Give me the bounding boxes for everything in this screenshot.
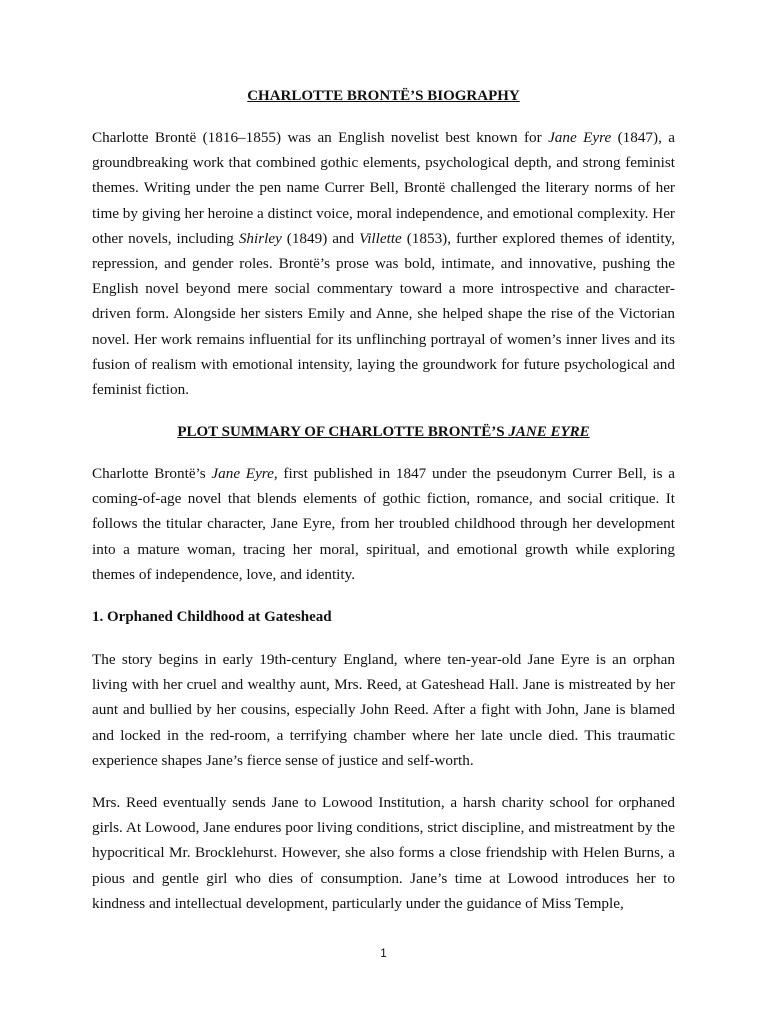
book-title-villette: Villette (359, 229, 402, 247)
text-run: , first published in 1847 under the pseudonym Currer Bell, is a coming-of-age novel that blends elements of gothic fiction, romance, and social critique. It follows the titular character, Jane Eyre, from her troubled childhood through her development into a mature woman, tracing her moral, spiritual, and emotional growth while exploring themes of independence, love, and identity. (92, 465, 675, 583)
text-run: (1849) and (281, 229, 360, 247)
plot-summary-title (92, 423, 675, 441)
book-title-jane-eyre: Jane Eyre (548, 129, 612, 146)
text-run: (1847), a groundbreaking work that combined gothic elements, psychological depth, and strong feminist themes. Writing under the pen name Currer Bell, Brontë challenged the literary norms of her time by giving her heroine a distinct voice, moral independence, and emotional complexity. Her other novels, including (92, 129, 676, 247)
plot-title-book: JANE EYRE (508, 424, 590, 440)
book-title-jane-eyre: Jane Eyre (211, 465, 274, 482)
book-title-shirley: Shirley (238, 229, 282, 247)
text-run: Charlotte Brontë (1816–1855) was an English novelist best known for (92, 129, 549, 146)
text-run: Charlotte Brontë’s (92, 465, 212, 482)
plot-intro-paragraph (92, 461, 675, 587)
biography-title: CHARLOTTE BRONTË’S BIOGRAPHY (247, 88, 520, 104)
section-heading-gateshead: 1. Orphaned Childhood at Gateshead (92, 609, 332, 625)
document-page (92, 0, 675, 1024)
gateshead-paragraph: The story begins in early 19th-century England, where ten-year-old Jane Eyre is an orphan living with her cruel and wealthy aunt, Mrs. Reed, at Gateshead Hall. Jane is mistreated by her aunt and bullied by her cousins, especially John Reed. After a fight with John, Jane is blamed and locked in the red-room, a terrifying chamber where her late uncle died. This traumatic experience shapes Jane’s fierce sense of justice and self-worth. (92, 651, 675, 769)
biography-paragraph (92, 125, 675, 402)
plot-title-text: PLOT SUMMARY OF CHARLOTTE BRONTË’S (177, 424, 509, 440)
lowood-paragraph: Mrs. Reed eventually sends Jane to Lowood Institution, a harsh charity school for orphaned girls. At Lowood, Jane endures poor living conditions, strict discipline, and mistreatment by the hypocritical Mr. Brocklehurst. However, she also forms a close friendship with Helen Burns, a pious and gentle girl who dies of consumption. Jane’s time at Lowood introduces her to kindness and intellectual development, particularly under the guidance of Miss Temple, (92, 794, 675, 912)
text-run: (1853), further explored themes of identity, repression, and gender roles. Brontë’s prose was bold, intimate, and innovative, pushing the English novel beyond mere social commentary toward a more introspective and character-driven form. Alongside her sisters Emily and Anne, she helped shape the rise of the Victorian novel. Her work remains influential for its unflinching portrayal of women’s inner lives and its fusion of realism with emotional intensity, laying the groundwork for future psychological and feminist fiction. (92, 229, 675, 399)
page-number: 1 (380, 946, 387, 960)
